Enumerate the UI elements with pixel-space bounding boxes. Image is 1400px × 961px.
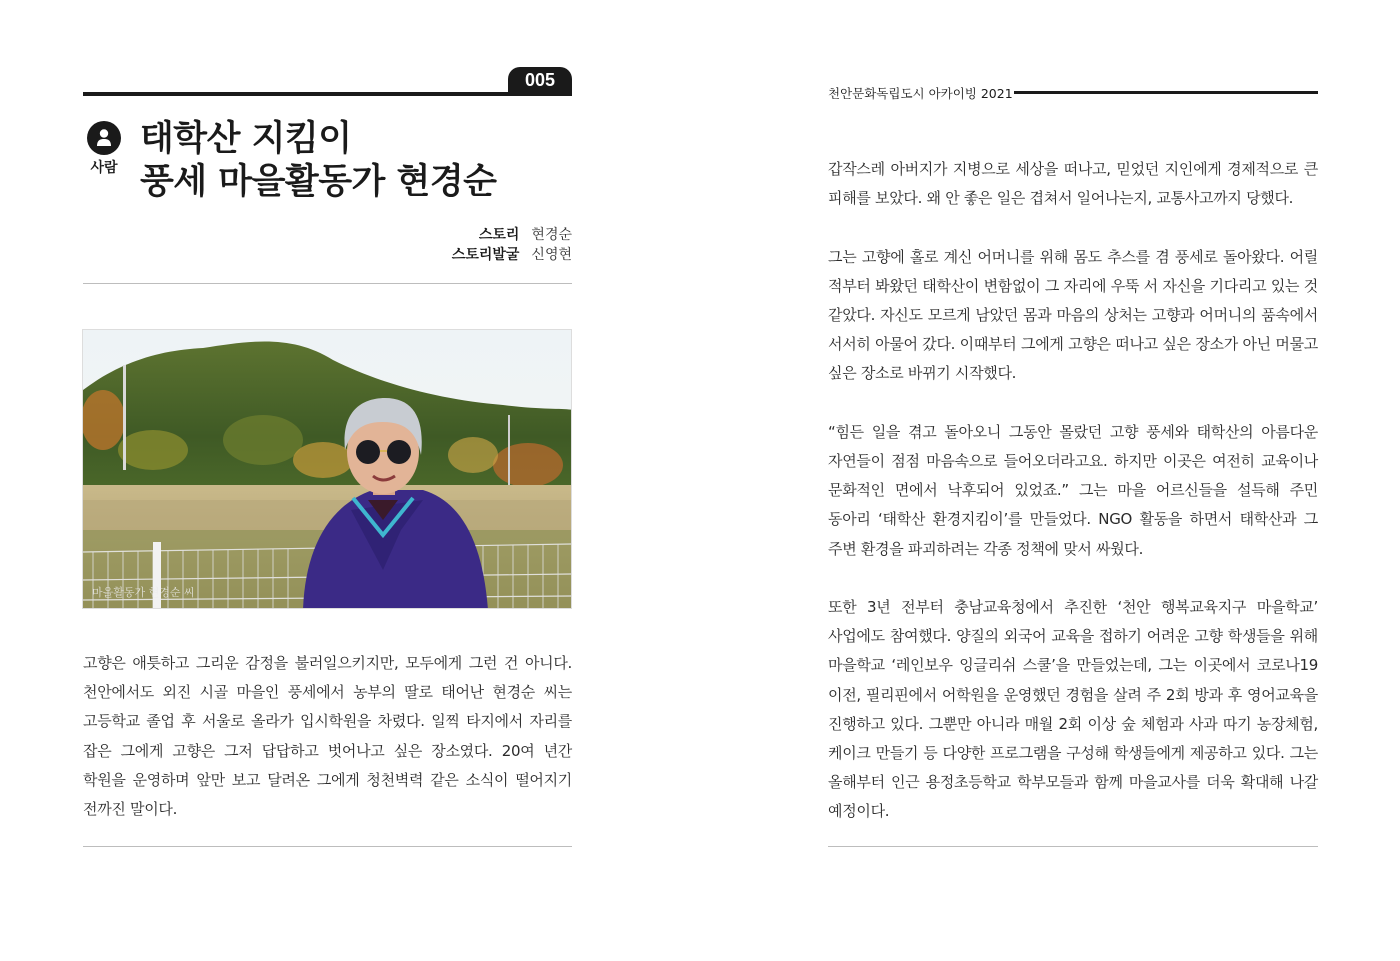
credit-discovery — [400, 245, 572, 265]
right-body — [828, 155, 1318, 856]
header-rule-right — [1014, 91, 1318, 94]
paragraph: 또한 3년 전부터 충남교육청에서 추진한 ‘천안 행복교육지구 마을학교’ 사업에도 참여했다. 양질의 외국어 교육을 접하기 어려운 고향 학생들을 위해 마을학교 ‘레인보우 잉글리쉬 스쿨’을 만들었는데, 그는 이곳에서 코로나19 이전, 필리핀에서 어학원을 운영했던 경험을 살려 주 2회 방과 후 영어교육을 진행하고 있다. 그뿐만 아니라 매월 2회 이상 숲 체험과 사과 따기 농장체험, 케이크 만들기 등 다양한 프로그램을 구성해 학생들에게 제공하고 있다. 그는 올해부터 인근 용정초등학교 학부모들과 함께 마을교사를 더욱 확대해 나갈 예정이다. — [828, 598, 1318, 821]
page-number: 005 — [508, 67, 572, 94]
paragraph: 갑작스레 아버지가 지병으로 세상을 떠나고, 믿었던 지인에게 경제적으로 큰 피해를 보았다. 왜 안 좋은 일은 겹쳐서 일어나는지, 교통사고까지 당했다. — [828, 160, 1318, 208]
title-line-2: 풍세 마을활동가 현경순 — [140, 162, 497, 202]
paragraph: 그는 고향에 홀로 계신 어머니를 위해 몸도 추스를 겸 풍세로 돌아왔다. 어릴 적부터 봐왔던 태학산이 변함없이 그 자리에 우뚝 서 자신을 기다리고 있는 것 같았다. 자신도 모르게 남았던 몸과 마음의 상처는 고향과 어머니의 품속에서 서서히 아물어 갔다. 이때부터 그에게 고향은 떠나고 싶은 장소가 아닌 머물고 싶은 장소로 바뀌기 시작했다. — [828, 247, 1318, 383]
paragraph: “힘든 일을 겪고 돌아오니 그동안 몰랐던 고향 풍세와 태학산의 아름다운 자연들이 점점 마음속으로 들어오더라고요. 하지만 이곳은 여전히 교육이나 문화적인 면에서 낙후되어 있었죠.” 그는 마을 어르신들을 설득해 주민 동아리 ‘태학산 환경지킴이’를 만들었다. NGO 활동을 하면서 태학산과 그 주변 환경을 파괴하려는 각종 정책에 맞서 싸웠다. — [828, 422, 1318, 558]
credit-story — [400, 225, 572, 245]
credits-divider — [83, 283, 572, 284]
credit-key: 스토리 — [478, 227, 520, 243]
footer-rule-right — [828, 846, 1318, 847]
credit-key: 스토리발굴 — [451, 247, 520, 263]
portrait-photo — [82, 329, 572, 609]
article-title — [140, 118, 496, 204]
section-label: 사람 — [90, 160, 118, 176]
footer-rule-left — [83, 846, 572, 847]
photo-caption: 마을활동가 현경순 씨 — [92, 586, 195, 599]
title-line-1: 태학산 지킴이 — [140, 119, 352, 159]
header-rule-left — [83, 92, 572, 96]
person-icon — [87, 121, 121, 155]
credit-value: 현경순 — [531, 227, 572, 243]
running-head: 천안문화독립도시 아카이빙 2021 — [828, 86, 1013, 101]
credits — [400, 225, 572, 265]
credit-value: 신영현 — [531, 247, 572, 263]
left-body-paragraph: 고향은 애틋하고 그리운 감정을 불러일으키지만, 모두에게 그런 건 아니다. 천안에서도 외진 시골 마을인 풍세에서 농부의 딸로 태어난 현경순 씨는 고등학교 졸업 후 서울로 올라가 입시학원을 차렸다. 일찍 타지에서 자리를 잡은 그에게 고향은 그저 답답하고 벗어나고 싶은 장소였다. 20여 년간 학원을 운영하며 앞만 보고 달려온 그에게 청천벽력 같은 소식이 떨어지기 전까진 말이다. — [83, 654, 572, 819]
